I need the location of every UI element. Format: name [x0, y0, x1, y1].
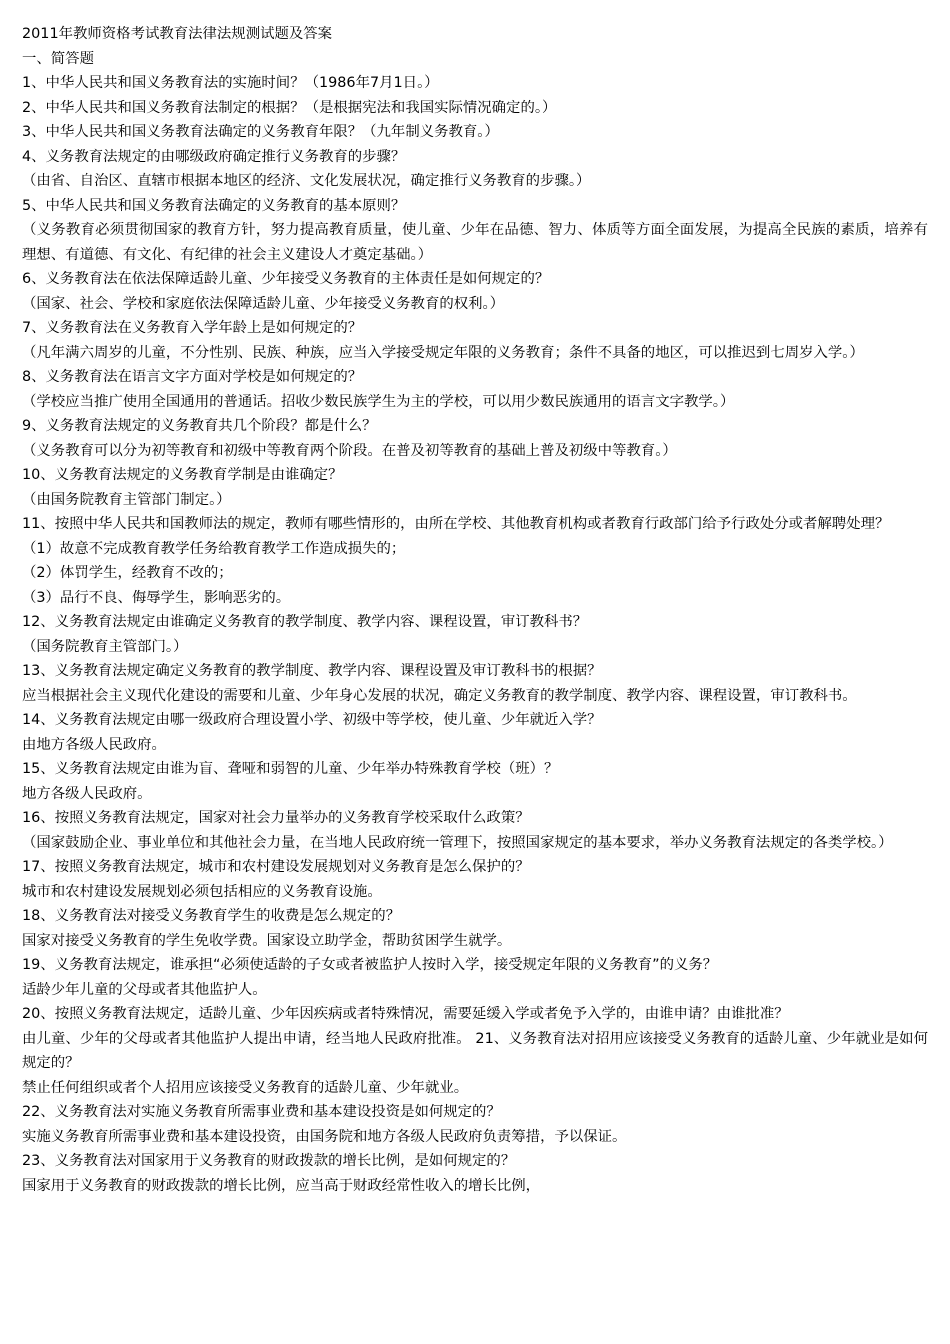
- paragraph: 国家对接受义务教育的学生免收学费。国家设立助学金，帮助贫困学生就学。: [22, 932, 512, 949]
- paragraph: 23、义务教育法对国家用于义务教育的财政拨款的增长比例，是如何规定的？: [22, 1153, 516, 1169]
- paragraph: 国家用于义务教育的财政拨款的增长比例，应当高于财政经常性收入的增长比例，: [22, 1177, 541, 1194]
- paragraph: 11、按照中华人民共和国教师法的规定，教师有哪些情形的，由所在学校、其他教育机构或者教育行政部门给予行政处分或者解聘处理？: [22, 516, 890, 532]
- paragraph: （由省、自治区、直辖市根据本地区的经济、文化发展状况，确定推行义务教育的步骤。）: [22, 173, 591, 189]
- paragraph: 16、按照义务教育法规定，国家对社会力量举办的义务教育学校采取什么政策？: [22, 810, 530, 826]
- paragraph: 实施义务教育所需事业费和基本建设投资，由国务院和地方各级人民政府负责筹措，予以保证。: [22, 1128, 627, 1145]
- paragraph: （义务教育必须贯彻国家的教育方针，努力提高教育质量，使儿童、少年在品德、智力、体质等方面全面发展，为提高全民族的素质，培养有理想、有道德、有文化、有纪律的社会主义建设人才奠定基础。）: [22, 222, 928, 263]
- paragraph: 22、义务教育法对实施义务教育所需事业费和基本建设投资是如何规定的？: [22, 1104, 501, 1120]
- paragraph: 20、按照义务教育法规定，适龄儿童、少年因疾病或者特殊情况，需要延缓入学或者免予入学的，由谁申请？由谁批准？: [22, 1006, 789, 1022]
- paragraph: 14、义务教育法规定由哪一级政府合理设置小学、初级中等学校，使儿童、少年就近入学？: [22, 712, 602, 728]
- paragraph: 6、义务教育法在依法保障适龄儿童、少年接受义务教育的主体责任是如何规定的？: [22, 271, 550, 287]
- paragraph: 由地方各级人民政府。: [22, 736, 166, 753]
- paragraph: 城市和农村建设发展规划必须包括相应的义务教育设施。: [22, 883, 382, 900]
- paragraph: （学校应当推广使用全国通用的普通话。招收少数民族学生为主的学校，可以用少数民族通用的语言文字教学。）: [22, 393, 735, 410]
- paragraph: 18、义务教育法对接受义务教育学生的收费是怎么规定的？: [22, 908, 401, 924]
- paragraph: （凡年满六周岁的儿童，不分性别、民族、种族，应当入学接受规定年限的义务教育；条件不具备的地区，可以推迟到七周岁入学。）: [22, 344, 864, 361]
- paragraph: 7、义务教育法在义务教育入学年龄上是如何规定的？: [22, 320, 363, 336]
- paragraph: 2、中华人民共和国义务教育法制定的根据？（是根据宪法和我国实际情况确定的。）: [22, 99, 557, 116]
- paragraph: （国家、社会、学校和家庭依法保障适龄儿童、少年接受义务教育的权利。）: [22, 295, 505, 312]
- paragraph: 应当根据社会主义现代化建设的需要和儿童、少年身心发展的状况，确定义务教育的教学制度、教学内容、课程设置，审订教科书。: [22, 687, 857, 704]
- paragraph: （由国务院教育主管部门制定。）: [22, 491, 231, 508]
- paragraph: 5、中华人民共和国义务教育法确定的义务教育的基本原则？: [22, 197, 406, 214]
- paragraph: （3）品行不良、侮辱学生，影响恶劣的。: [22, 589, 291, 606]
- paragraph: 9、义务教育法规定的义务教育共几个阶段？都是什么？: [22, 418, 377, 434]
- paragraph: 地方各级人民政府。: [22, 785, 152, 802]
- paragraph: （国务院教育主管部门。）: [22, 638, 188, 655]
- document-body: [22, 71, 928, 1198]
- paragraph: 1、中华人民共和国义务教育法的实施时间？（1986年7月1日。）: [22, 75, 439, 91]
- paragraph: （国家鼓励企业、事业单位和其他社会力量，在当地人民政府统一管理下，按照国家规定的基本要求，举办义务教育法规定的各类学校。）: [22, 834, 893, 851]
- paragraph: 适龄少年儿童的父母或者其他监护人。: [22, 981, 267, 998]
- paragraph: 10、义务教育法规定的义务教育学制是由谁确定？: [22, 467, 343, 483]
- paragraph: 19、义务教育法规定，谁承担“必须使适龄的子女或者被监护人按时入学，接受规定年限的义务教育”的义务？: [22, 957, 718, 973]
- paragraph: 17、按照义务教育法规定，城市和农村建设发展规划对义务教育是怎么保护的？: [22, 859, 530, 875]
- paragraph: （1）故意不完成教育教学任务给教育教学工作造成损失的；: [22, 540, 406, 557]
- paragraph: 3、中华人民共和国义务教育法确定的义务教育年限？（九年制义务教育。）: [22, 124, 499, 140]
- paragraph: （2）体罚学生，经教育不改的；: [22, 565, 233, 581]
- paragraph: 12、义务教育法规定由谁确定义务教育的教学制度、教学内容、课程设置，审订教科书？: [22, 614, 588, 630]
- section-heading: 一、简答题: [22, 50, 94, 67]
- document-title: 2011年教师资格考试教育法律法规测试题及答案: [22, 26, 333, 42]
- paragraph: 禁止任何组织或者个人招用应该接受义务教育的适龄儿童、少年就业。: [22, 1079, 469, 1096]
- paragraph: 由儿童、少年的父母或者其他监护人提出申请，经当地人民政府批准。 21、义务教育法对招用应该接受义务教育的适龄儿童、少年就业是如何规定的？: [22, 1030, 928, 1071]
- paragraph: 13、义务教育法规定确定义务教育的教学制度、教学内容、课程设置及审订教科书的根据？: [22, 663, 602, 679]
- paragraph: 8、义务教育法在语言文字方面对学校是如何规定的？: [22, 369, 363, 385]
- paragraph: 4、义务教育法规定的由哪级政府确定推行义务教育的步骤？: [22, 148, 406, 165]
- paragraph: （义务教育可以分为初等教育和初级中等教育两个阶段。在普及初等教育的基础上普及初级中等教育。）: [22, 442, 677, 459]
- paragraph: 15、义务教育法规定由谁为盲、聋哑和弱智的儿童、少年举办特殊教育学校（班）？: [22, 761, 559, 777]
